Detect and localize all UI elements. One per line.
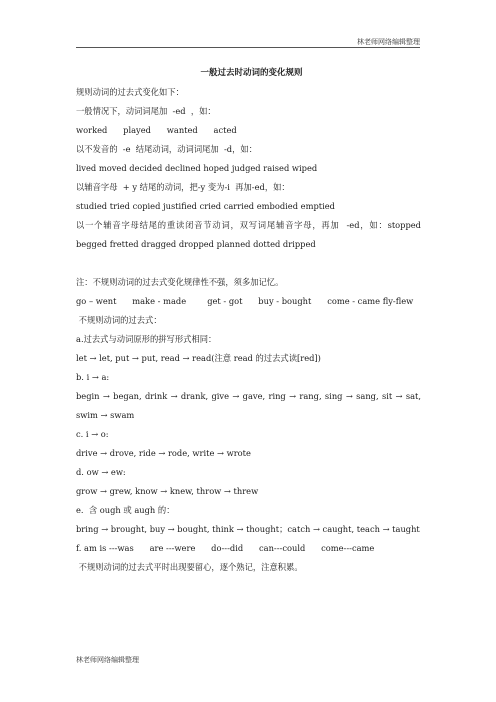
example-e: bring → brought, buy → bought, think → thought；catch → caught, teach → taught <box>76 524 420 534</box>
rule-a-same-form: a.过去式与动词原形的拼写形式相同： <box>76 334 217 344</box>
example-consonant-y: studied tried copied justified cried carried embodied emptied <box>76 201 335 211</box>
example-a: let → let, put → put, read → read(注意 read 的过去式读[red]) <box>76 353 321 363</box>
example-c: drive → drove, ride → rode, write → wrote <box>76 448 251 458</box>
rule-d-ow-to-ew: d. ow → ew: <box>76 467 126 477</box>
page-footer: 林老师网络编辑整理 <box>76 656 139 664</box>
irregular-note: 注：不规则动词的过去式变化规律性不强，须多加记忆。 <box>76 277 284 287</box>
closing-note: 不规则动词的过去式平时出现要留心，逐个熟记，注意积累。 <box>76 562 303 572</box>
document-body <box>76 64 424 577</box>
example-d: grow → grew, know → knew, throw → threw <box>76 486 259 496</box>
rule-b-i-to-a: b. i → a: <box>76 372 110 382</box>
example-b: begin → began, drink → drank, give → gave, ring → rang, sing → sang, sit → sat, swim → swam <box>76 391 424 420</box>
rule-f-special: f. am is ---was are ---were do---did can---could come---came <box>76 543 375 553</box>
example-silent-e: lived moved decided declined hoped judged raised wiped <box>76 163 318 173</box>
irregular-examples: go – went make - made get - got buy - bought come - came fly-flew <box>76 296 414 306</box>
rule-general: 一般情况下，动词词尾加 -ed ，如： <box>76 106 216 116</box>
rule-c-i-to-o: c. i → o: <box>76 429 109 439</box>
rule-silent-e: 以不发音的 -e 结尾动词，动词词尾加 -d，如： <box>76 144 257 154</box>
rule-double-consonant: 以一个辅音字母结尾的重读闭音节动词，双写词尾辅音字母，再加 -ed，如：stopped begged fretted dragged dropped planned dotted dripped <box>76 220 424 249</box>
rule-e-ough-augh: e. 含 ough 或 augh 的： <box>76 505 175 515</box>
paragraph-spacer <box>76 254 421 273</box>
header-divider <box>76 47 420 48</box>
intro-line: 规则动词的过去式变化如下： <box>76 87 184 97</box>
example-general: worked played wanted acted <box>76 125 237 135</box>
page-header: 林老师网络编辑整理 <box>357 38 420 46</box>
irregular-heading: 不规则动词的过去式： <box>76 315 162 325</box>
document-title: 一般过去时动词的变化规则 <box>200 68 303 78</box>
rule-consonant-y: 以辅音字母 + y 结尾的动词，把-y 变为-i 再加-ed，如： <box>76 182 290 192</box>
